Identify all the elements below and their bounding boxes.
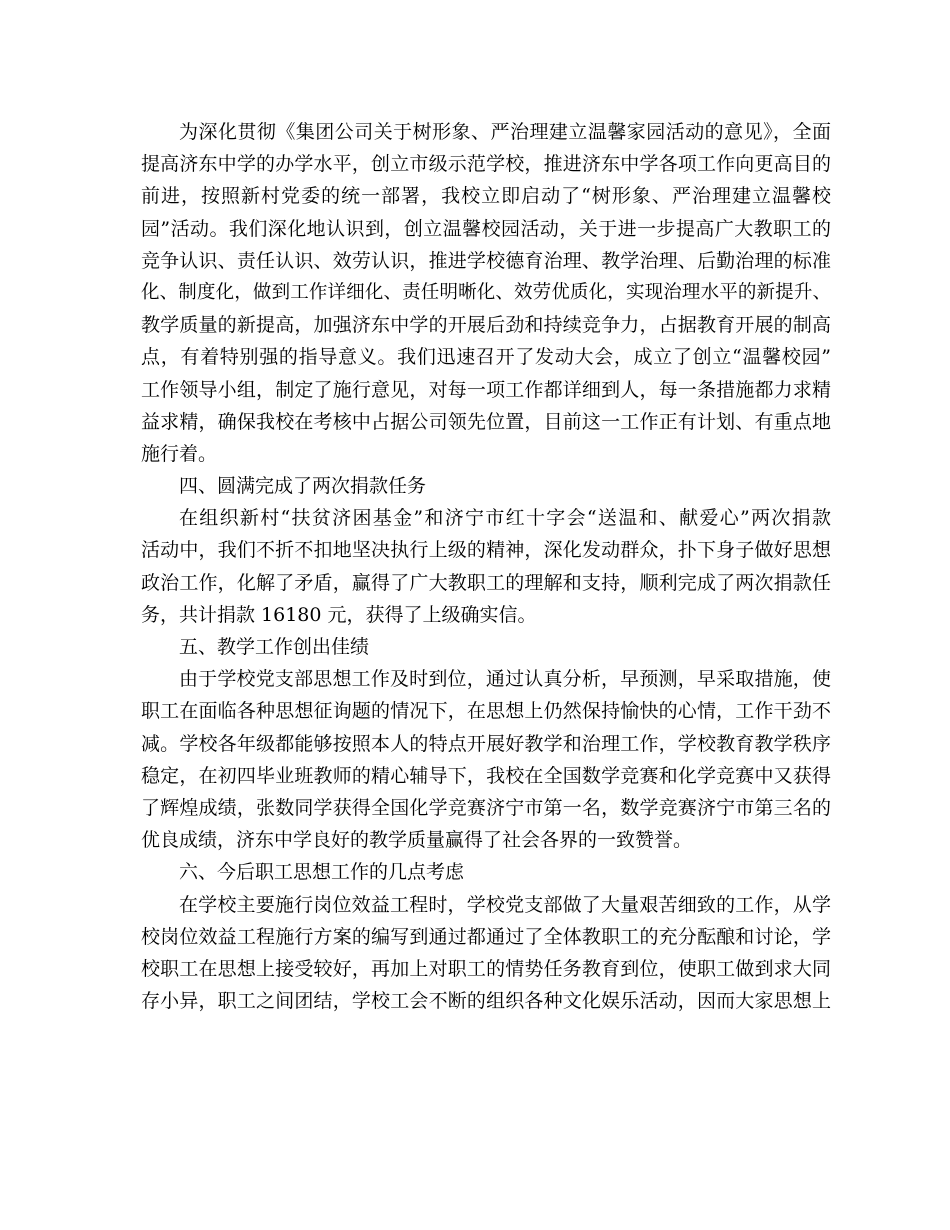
text-line: 稳定，在初四毕业班教师的精心辅导下，我校在全国数学竞赛和化学竞赛中又获得 xyxy=(141,764,831,787)
text-line: 工作领导小组，制定了施行意见，对每一项工作都详细到人，每一条措施都力求精 xyxy=(141,378,831,401)
text-line: 四、圆满完成了两次捐款任务 xyxy=(179,475,427,498)
text-line: 园”活动。我们深化地认识到，创立温馨校园活动，关于进一步提高广大教职工的 xyxy=(141,217,831,240)
text-line: 五、教学工作创出佳绩 xyxy=(179,636,370,658)
text-line: 了辉煌成绩，张数同学获得全国化学竞赛济宁市第一名，数学竞赛济宁市第三名的 xyxy=(141,796,831,819)
text-line: 施行着。 xyxy=(141,442,218,465)
text-line: 存小异，职工之间团结，学校工会不断的组织各种文化娱乐活动，因而大家思想上 xyxy=(141,990,831,1013)
text-line: 减。学校各年级都能够按照本人的特点开展好教学和治理工作，学校教育教学秩序 xyxy=(141,732,831,755)
text-line: 为深化贯彻《集团公司关于树形象、严治理建立温馨家园活动的意见》，全面 xyxy=(179,121,831,143)
text-line: 六、今后职工思想工作的几点考虑 xyxy=(179,861,465,884)
text-line: 校职工在思想上接受较好，再加上对职工的情势任务教育到位，使职工做到求大同 xyxy=(141,957,831,980)
text-line: 政治工作，化解了矛盾，赢得了广大教职工的理解和支持，顺利完成了两次捐款任 xyxy=(141,571,831,594)
text-line: 化、制度化，做到工作详细化、责任明晰化、效劳优质化，实现治理水平的新提升、 xyxy=(141,281,831,303)
text-line: 由于学校党支部思想工作及时到位，通过认真分析，早预测，早采取措施，使 xyxy=(179,668,831,691)
text-line: 在学校主要施行岗位效益工程时，学校党支部做了大量艰苦细致的工作，从学 xyxy=(179,893,831,916)
text-line: 优良成绩，济东中学良好的教学质量赢得了社会各界的一致赞誉。 xyxy=(141,829,693,852)
text-line: 前进，按照新村党委的统一部署，我校立即启动了“树形象、严治理建立温馨校 xyxy=(141,185,831,208)
body-text xyxy=(141,116,831,1017)
text-line: 益求精，确保我校在考核中占据公司领先位置，目前这一工作正有计划、有重点地 xyxy=(141,410,831,433)
text-line: 务，共计捐款 16180 元，获得了上级确实信。 xyxy=(141,603,537,626)
text-line: 提高济东中学的办学水平，创立市级示范学校，推进济东中学各项工作向更高目的 xyxy=(141,153,831,176)
text-line: 校岗位效益工程施行方案的编写到通过都通过了全体教职工的充分酝酿和讨论，学 xyxy=(141,925,831,948)
text-line: 在组织新村“扶贫济困基金”和济宁市红十字会“送温和、献爱心”两次捐款 xyxy=(179,507,831,530)
text-line: 活动中，我们不折不扣地坚决执行上级的精神，深化发动群众，扑下身子做好思想 xyxy=(141,539,831,562)
text-line: 点，有着特别强的指导意义。我们迅速召开了发动大会，成立了创立“温馨校园” xyxy=(141,346,831,369)
text-line: 竞争认识、责任认识、效劳认识，推进学校德育治理、教学治理、后勤治理的标准 xyxy=(141,249,831,272)
text-line: 职工在面临各种思想征询题的情况下，在思想上仍然保持愉快的心情，工作干劲不 xyxy=(141,700,831,723)
text-line: 教学质量的新提高，加强济东中学的开展后劲和持续竞争力，占据教育开展的制高 xyxy=(141,314,831,337)
